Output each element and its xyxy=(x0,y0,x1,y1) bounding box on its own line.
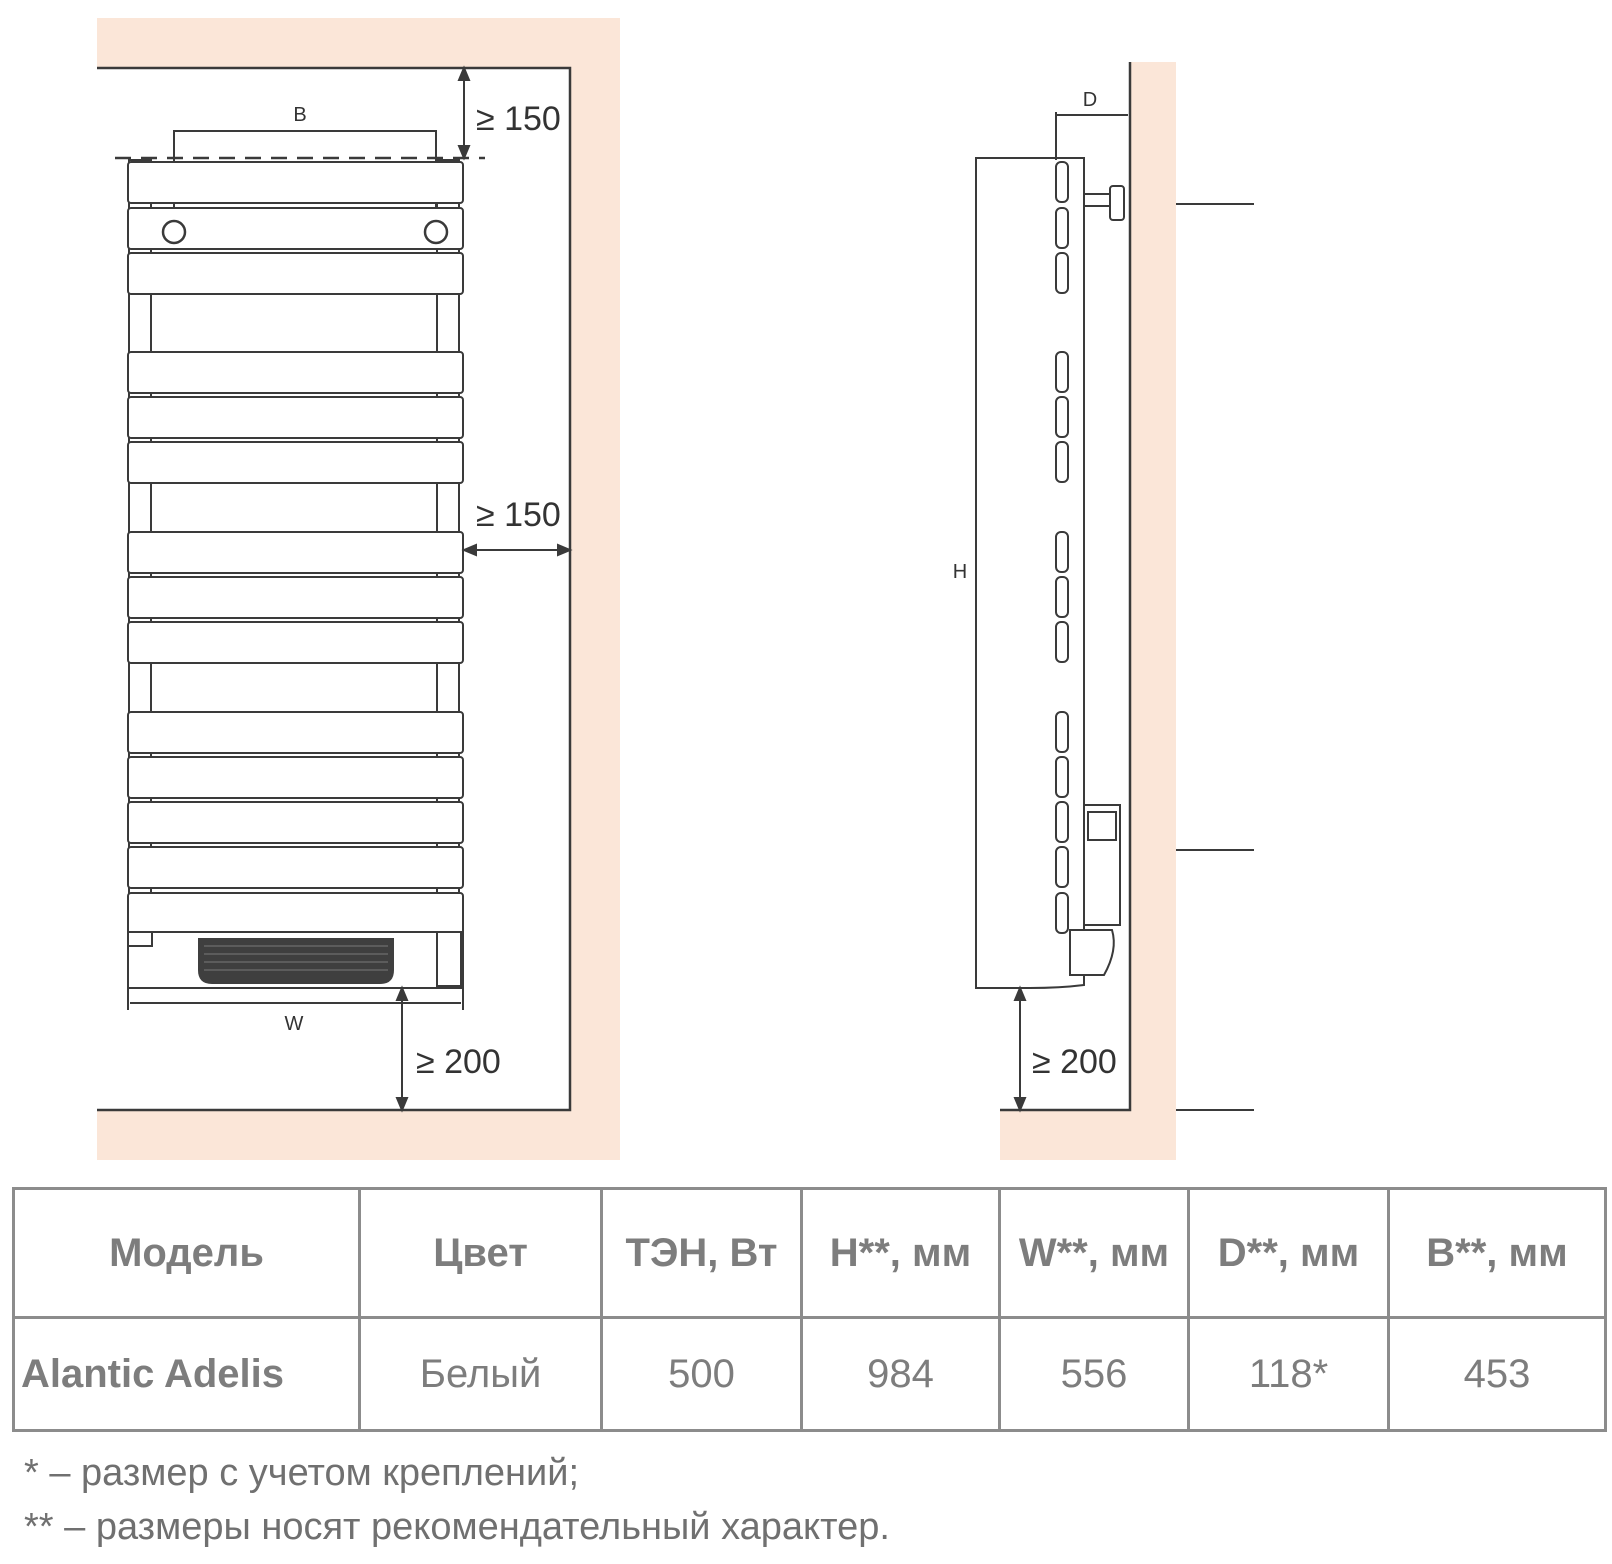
table-header-row xyxy=(14,1189,1606,1318)
clearance-side-arrow xyxy=(464,545,570,555)
slat xyxy=(128,162,463,203)
header-width: W**, мм xyxy=(1000,1189,1189,1318)
slat xyxy=(128,893,463,934)
side-slats xyxy=(1056,162,1068,933)
side-view xyxy=(953,62,1254,1160)
side-wall xyxy=(1130,62,1176,1160)
side-floor xyxy=(1000,1110,1176,1160)
header-height: H**, мм xyxy=(802,1189,1000,1318)
label-b: B xyxy=(293,104,307,126)
header-b: B**, мм xyxy=(1389,1189,1606,1318)
right-foot xyxy=(437,932,461,986)
left-foot xyxy=(128,932,152,946)
slat xyxy=(128,397,463,438)
clearance-bottom-arrow xyxy=(397,988,407,1110)
clearance-top-arrow xyxy=(459,68,469,158)
specs-table xyxy=(12,1187,1607,1432)
wall-bracket xyxy=(1084,186,1124,220)
radiator-slats xyxy=(128,162,463,934)
table-row xyxy=(14,1318,1606,1431)
clearance-top-label: ≥ 150 xyxy=(476,100,561,138)
slat xyxy=(128,712,463,753)
label-d: D xyxy=(1082,89,1098,111)
header-model: Модель xyxy=(14,1189,360,1318)
slat xyxy=(128,757,463,798)
slat xyxy=(128,532,463,573)
label-w: W xyxy=(284,1013,304,1035)
slat xyxy=(128,577,463,618)
cell-width: 556 xyxy=(1000,1318,1189,1431)
cell-height: 984 xyxy=(802,1318,1000,1431)
mount-hole-right xyxy=(425,221,447,243)
side-clearance-arrow xyxy=(1015,988,1025,1110)
slat xyxy=(128,847,463,888)
clearance-side-label: ≥ 150 xyxy=(476,496,561,534)
clearance-bottom-label: ≥ 200 xyxy=(416,1043,501,1081)
slat xyxy=(128,352,463,393)
slat xyxy=(128,442,463,483)
footnote-mounting: * – размер с учетом креплений; xyxy=(24,1452,580,1494)
slat xyxy=(128,622,463,663)
cell-model: Alantic Adelis xyxy=(14,1318,360,1431)
front-view xyxy=(97,18,620,1160)
fan-grille xyxy=(198,938,394,984)
label-h: H xyxy=(952,561,968,583)
slat xyxy=(128,802,463,843)
slat xyxy=(128,253,463,294)
header-color: Цвет xyxy=(360,1189,602,1318)
header-depth: D**, мм xyxy=(1189,1189,1389,1318)
cell-power: 500 xyxy=(602,1318,802,1431)
d-dimension xyxy=(1056,112,1128,160)
cell-b: 453 xyxy=(1389,1318,1606,1431)
cell-color: Белый xyxy=(360,1318,602,1431)
footnote-recommended: ** – размеры носят рекомендательный характер. xyxy=(24,1506,890,1548)
mount-hole-left xyxy=(163,221,185,243)
header-power: ТЭН, Вт xyxy=(602,1189,802,1318)
side-clearance-label: ≥ 200 xyxy=(1032,1043,1117,1081)
cell-depth: 118* xyxy=(1189,1318,1389,1431)
